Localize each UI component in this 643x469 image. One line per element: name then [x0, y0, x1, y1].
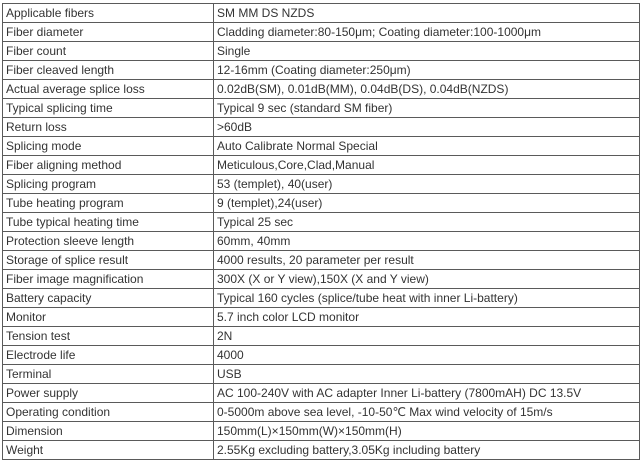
spec-value: Cladding diameter:80-150μm; Coating diameter:100-1000μm [214, 23, 640, 42]
table-row [3, 289, 640, 308]
spec-label: Splicing mode [3, 137, 214, 156]
table-row [3, 156, 640, 175]
spec-label: Power supply [3, 384, 214, 403]
spec-label: Actual average splice loss [3, 80, 214, 99]
spec-label: Splicing program [3, 175, 214, 194]
spec-value: 53 (templet), 40(user) [214, 175, 640, 194]
spec-label: Fiber cleaved length [3, 61, 214, 80]
table-row [3, 23, 640, 42]
spec-value: Typical 9 sec (standard SM fiber) [214, 99, 640, 118]
spec-value: Typical 160 cycles (splice/tube heat with inner Li-battery) [214, 289, 640, 308]
table-row [3, 384, 640, 403]
table-row [3, 99, 640, 118]
table-row [3, 137, 640, 156]
spec-label: Tube typical heating time [3, 213, 214, 232]
table-row [3, 42, 640, 61]
spec-value: 4000 results, 20 parameter per result [214, 251, 640, 270]
spec-value: 2.55Kg excluding battery,3.05Kg including battery [214, 441, 640, 460]
table-row [3, 118, 640, 137]
spec-label: Fiber image magnification [3, 270, 214, 289]
spec-value: 2N [214, 327, 640, 346]
table-row [3, 232, 640, 251]
table-row [3, 194, 640, 213]
spec-value: 60mm, 40mm [214, 232, 640, 251]
spec-value: AC 100-240V with AC adapter Inner Li-battery (7800mAH) DC 13.5V [214, 384, 640, 403]
spec-label: Fiber aligning method [3, 156, 214, 175]
spec-value: SM MM DS NZDS [214, 4, 640, 23]
table-row [3, 213, 640, 232]
spec-label: Return loss [3, 118, 214, 137]
spec-label: Applicable fibers [3, 4, 214, 23]
table-row [3, 61, 640, 80]
spec-label: Typical splicing time [3, 99, 214, 118]
table-row [3, 251, 640, 270]
spec-label: Dimension [3, 422, 214, 441]
spec-value: Auto Calibrate Normal Special [214, 137, 640, 156]
table-row [3, 441, 640, 460]
spec-value: >60dB [214, 118, 640, 137]
table-row [3, 80, 640, 99]
spec-label: Battery capacity [3, 289, 214, 308]
spec-label: Fiber count [3, 42, 214, 61]
spec-value: 0-5000m above sea level, -10-50℃ Max wind velocity of 15m/s [214, 403, 640, 422]
spec-value: 9 (templet),24(user) [214, 194, 640, 213]
spec-label: Operating condition [3, 403, 214, 422]
spec-value: Typical 25 sec [214, 213, 640, 232]
spec-value: 4000 [214, 346, 640, 365]
spec-label: Weight [3, 441, 214, 460]
spec-label: Electrode life [3, 346, 214, 365]
table-row [3, 4, 640, 23]
spec-value: 5.7 inch color LCD monitor [214, 308, 640, 327]
spec-label: Terminal [3, 365, 214, 384]
spec-value: 150mm(L)×150mm(W)×150mm(H) [214, 422, 640, 441]
table-row [3, 270, 640, 289]
table-row [3, 365, 640, 384]
spec-label: Tube heating program [3, 194, 214, 213]
table-row [3, 403, 640, 422]
spec-value: Meticulous,Core,Clad,Manual [214, 156, 640, 175]
table-row [3, 175, 640, 194]
spec-label: Fiber diameter [3, 23, 214, 42]
table-row [3, 422, 640, 441]
spec-value: Single [214, 42, 640, 61]
spec-value: 300X (X or Y view),150X (X and Y view) [214, 270, 640, 289]
spec-value: USB [214, 365, 640, 384]
spec-label: Monitor [3, 308, 214, 327]
table-row [3, 346, 640, 365]
spec-label: Tension test [3, 327, 214, 346]
table-row [3, 308, 640, 327]
table-row [3, 327, 640, 346]
spec-label: Storage of splice result [3, 251, 214, 270]
spec-label: Protection sleeve length [3, 232, 214, 251]
spec-table-body [3, 4, 640, 460]
spec-value: 0.02dB(SM), 0.01dB(MM), 0.04dB(DS), 0.04dB(NZDS) [214, 80, 640, 99]
spec-value: 12-16mm (Coating diameter:250μm) [214, 61, 640, 80]
spec-table [2, 3, 640, 460]
